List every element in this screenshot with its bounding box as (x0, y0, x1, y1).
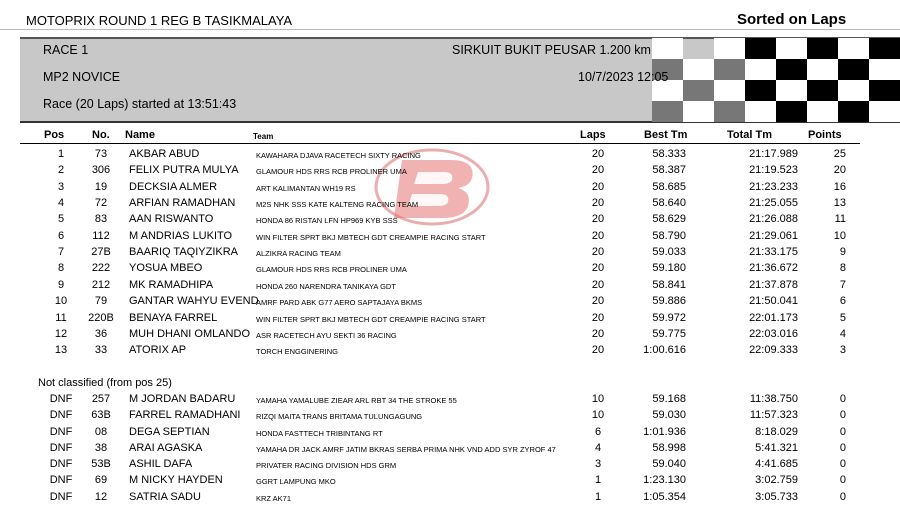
cell-pos: 3 (57, 180, 65, 193)
cell-no: 63B (91, 409, 111, 422)
cell-team: RIZQI MAITA TRANS BRITAMA TULUNGAGUNG (256, 412, 423, 422)
cell-points: 5 (839, 311, 846, 324)
cell-team: WIN FILTER SPRT BKJ MBTECH GDT CREAMPIE RACING START (256, 232, 486, 242)
circuit-name: SIRKUIT BUKIT PEUSAR 1.200 km (452, 43, 651, 57)
sort-label: Sorted on Laps (737, 11, 847, 28)
cell-best: 58.998 (652, 441, 686, 454)
table-row (0, 181, 900, 197)
event-title: MOTOPRIX ROUND 1 REG B TASIKMALAYA (26, 13, 293, 28)
cell-points: 9 (839, 246, 846, 259)
cell-name: SATRIA SADU (129, 490, 201, 503)
cell-laps: 20 (591, 197, 605, 210)
cell-best: 58.841 (652, 278, 686, 291)
table-row (0, 246, 900, 262)
cell-team: PRIVATER RACING DIVISION HDS GRM (256, 461, 397, 470)
cell-best: 1:00.616 (643, 344, 686, 357)
cell-points: 0 (839, 490, 846, 503)
cell-points: 0 (839, 474, 846, 487)
cell-total: 8:18.029 (755, 425, 798, 438)
cell-pos: 7 (57, 246, 65, 259)
cell-laps: 1 (594, 490, 602, 503)
cell-name: ASHIL DAFA (129, 458, 193, 470)
cell-pos: 12 (54, 327, 68, 340)
cell-laps: 3 (594, 458, 602, 470)
cell-best: 59.030 (652, 409, 686, 422)
cell-total: 3:02.759 (755, 474, 798, 487)
table-row (0, 474, 900, 490)
checkered-flag-icon (652, 38, 900, 122)
table-row (0, 213, 900, 229)
cell-no: 12 (94, 490, 108, 503)
cell-team: WIN FILTER SPRT BKJ MBTECH GDT CREAMPIE RACING START (256, 314, 486, 324)
cell-best: 58.640 (652, 197, 686, 210)
cell-points: 4 (839, 327, 846, 340)
cell-laps: 20 (591, 344, 605, 357)
cell-name: MUH DHANI OMLANDO (129, 327, 251, 340)
cell-total: 21:19.523 (749, 164, 798, 177)
cell-no: 33 (94, 344, 108, 357)
cell-pos: 8 (57, 262, 65, 275)
cell-pos: 6 (57, 229, 65, 242)
table-row (0, 393, 900, 409)
cell-no: 38 (94, 441, 108, 454)
table-row (0, 442, 900, 458)
cell-best: 58.790 (652, 229, 686, 242)
table-row (0, 148, 900, 164)
cell-total: 11:38.750 (749, 393, 798, 405)
table-row (0, 262, 900, 278)
table-row (0, 312, 900, 328)
cell-pos: 11 (55, 311, 67, 324)
cell-team: GLAMOUR HDS RRS RCB PROLINER UMA (256, 265, 407, 275)
table-row (0, 295, 900, 311)
cell-name: DECKSIA ALMER (129, 180, 218, 193)
cell-pos: DNF (49, 425, 73, 438)
cell-total: 21:36.672 (749, 262, 798, 275)
cell-pos: 9 (57, 278, 65, 291)
cell-pos: DNF (49, 458, 73, 470)
cell-laps: 20 (591, 295, 605, 308)
cell-name: ARAI AGASKA (129, 441, 203, 454)
cell-laps: 20 (591, 327, 605, 340)
cell-no: 27B (91, 246, 111, 259)
cell-total: 21:17.989 (749, 148, 798, 160)
cell-laps: 20 (591, 180, 605, 193)
cell-laps: 20 (591, 246, 605, 259)
cell-pos: 10 (54, 295, 68, 308)
cell-no: 306 (91, 164, 111, 177)
cell-best: 59.972 (652, 311, 686, 324)
cell-total: 21:29.061 (749, 229, 798, 242)
col-header-laps: Laps (580, 129, 606, 141)
cell-name: YOSUA MBEO (129, 262, 203, 275)
cell-points: 16 (833, 180, 846, 193)
cell-no: 08 (94, 425, 108, 438)
cell-pos: 2 (57, 164, 65, 177)
table-row (0, 426, 900, 442)
cell-points: 0 (839, 409, 846, 422)
cell-team: HONDA 86 RISTAN LFN HP969 KYB SSS (256, 216, 398, 226)
cell-best: 1:01.936 (643, 425, 686, 438)
cell-total: 11:57.323 (749, 409, 798, 422)
cell-no: 220B (88, 311, 114, 324)
table-row (0, 491, 900, 507)
cell-total: 21:50.041 (749, 295, 798, 308)
col-header-points: Points (808, 129, 842, 141)
cell-no: 73 (94, 148, 108, 160)
class-name: MP2 NOVICE (43, 70, 121, 84)
cell-total: 21:26.088 (749, 213, 798, 226)
cell-name: FARREL RAMADHANI (129, 409, 241, 422)
col-header-pos: Pos (44, 129, 65, 141)
cell-name: FELIX PUTRA MULYA (129, 164, 239, 177)
cell-points: 11 (834, 213, 846, 226)
cell-pos: 1 (57, 148, 65, 160)
cell-laps: 10 (591, 393, 605, 405)
cell-name: AKBAR ABUD (129, 148, 200, 160)
cell-total: 22:01.173 (749, 311, 798, 324)
cell-name: GANTAR WAHYU EVEND (129, 295, 259, 308)
cell-points: 3 (839, 344, 846, 357)
cell-no: 212 (91, 278, 111, 291)
race-datetime: 10/7/2023 12:05 (578, 70, 669, 84)
table-row (0, 230, 900, 246)
cell-no: 112 (92, 229, 110, 242)
cell-name: ARFIAN RAMADHAN (129, 197, 236, 210)
col-header-best: Best Tm (644, 129, 688, 141)
race-name: RACE 1 (43, 43, 89, 57)
cell-team: ART KALIMANTAN WH19 RS (256, 183, 356, 193)
col-header-name: Name (125, 129, 155, 141)
cell-name: M NICKY HAYDEN (129, 474, 223, 487)
table-row (0, 328, 900, 344)
cell-team: TORCH ENGGINERING (256, 347, 338, 357)
cell-team: ASR RACETECH AYU SEKTI 36 RACING (256, 330, 397, 340)
cell-pos: 4 (57, 197, 65, 210)
cell-team: KRZ AK71 (256, 493, 292, 503)
cell-no: 36 (94, 327, 108, 340)
cell-laps: 20 (591, 213, 605, 226)
cell-best: 59.180 (652, 262, 686, 275)
cell-best: 59.886 (652, 295, 686, 308)
cell-points: 0 (839, 393, 846, 405)
cell-laps: 20 (591, 311, 605, 324)
cell-team: GGRT LAMPUNG MKO (256, 477, 336, 487)
cell-team: YAMAHA YAMALUBE ZIEAR ARL RBT 34 THE STROKE 55 (256, 396, 457, 405)
table-row (0, 279, 900, 295)
cell-best: 1:23.130 (643, 474, 686, 487)
cell-total: 21:23.233 (749, 180, 798, 193)
cell-no: 53B (91, 458, 111, 470)
race-start: Race (20 Laps) started at 13:51:43 (43, 97, 237, 111)
col-header-no: No. (92, 129, 110, 141)
cell-best: 58.387 (652, 164, 686, 177)
cell-laps: 10 (591, 409, 605, 422)
cell-pos: 13 (54, 344, 68, 357)
cell-no: 222 (91, 262, 111, 275)
cell-points: 0 (839, 425, 846, 438)
cell-no: 83 (94, 213, 108, 226)
cell-best: 59.040 (652, 458, 686, 470)
cell-team: M2S NHK SSS KATE KALTENG RACING TEAM (256, 200, 419, 210)
cell-no: 257 (91, 393, 111, 405)
cell-no: 19 (94, 180, 108, 193)
cell-laps: 1 (594, 474, 602, 487)
cell-points: 6 (839, 295, 846, 308)
cell-team: ALZIKRA RACING TEAM (256, 249, 341, 259)
cell-team: KAWAHARA DJAVA RACETECH SIXTY RACING (256, 151, 421, 160)
cell-best: 1:05.354 (643, 490, 686, 503)
cell-total: 21:25.055 (749, 197, 798, 210)
cell-points: 8 (839, 262, 846, 275)
cell-team: YAMAHA DR JACK AMRF JATIM BKRAS SERBA PRIMA NHK VND ADD SYR ZYROF 47 (256, 444, 556, 454)
cell-laps: 4 (594, 441, 602, 454)
cell-name: ATORIX AP (129, 344, 187, 357)
cell-points: 10 (833, 229, 846, 242)
cell-laps: 6 (594, 425, 602, 438)
cell-laps: 20 (591, 148, 605, 160)
cell-points: 25 (833, 148, 846, 160)
cell-total: 22:03.016 (749, 327, 798, 340)
cell-best: 59.775 (652, 327, 686, 340)
cell-team: AMRF PARD ABK G77 AERO SAPTAJAYA BKMS (256, 298, 423, 308)
cell-total: 4:41.685 (755, 458, 798, 470)
col-header-team: Team (253, 132, 274, 141)
cell-points: 0 (839, 441, 846, 454)
divider (20, 143, 860, 144)
cell-best: 58.629 (652, 213, 686, 226)
cell-total: 21:37.878 (749, 278, 798, 291)
cell-name: DEGA SEPTIAN (129, 425, 210, 438)
cell-pos: DNF (49, 393, 73, 405)
cell-team: GLAMOUR HDS RRS RCB PROLINER UMA (256, 167, 407, 177)
cell-no: 72 (94, 197, 108, 210)
table-row (0, 197, 900, 213)
cell-pos: DNF (49, 409, 73, 422)
table-row (0, 409, 900, 425)
cell-name: BAARIQ TAQIYZIKRA (129, 246, 239, 259)
cell-pos: DNF (49, 441, 73, 454)
col-header-total: Total Tm (727, 129, 773, 141)
cell-name: M JORDAN BADARU (129, 393, 236, 405)
cell-best: 58.685 (652, 180, 686, 193)
cell-name: M ANDRIAS LUKITO (129, 229, 233, 242)
table-row (0, 164, 900, 180)
cell-points: 7 (839, 278, 846, 291)
cell-laps: 20 (591, 262, 605, 275)
cell-best: 58.333 (652, 148, 686, 160)
cell-total: 22:09.333 (749, 344, 798, 357)
cell-laps: 20 (591, 229, 605, 242)
cell-total: 21:33.175 (749, 246, 798, 259)
cell-points: 0 (839, 458, 846, 470)
cell-points: 20 (833, 164, 846, 177)
divider (0, 29, 900, 30)
cell-team: HONDA 260 NARENDRA TANIKAYA GDT (256, 281, 396, 291)
table-row (0, 344, 900, 360)
cell-pos: 5 (57, 213, 65, 226)
cell-name: BENAYA FARREL (129, 311, 218, 324)
cell-laps: 20 (591, 278, 605, 291)
cell-no: 79 (94, 295, 108, 308)
cell-laps: 20 (591, 164, 605, 177)
cell-name: MK RAMADHIPA (129, 278, 214, 291)
cell-no: 69 (94, 474, 108, 487)
cell-total: 5:41.321 (755, 441, 798, 454)
cell-best: 59.168 (652, 393, 686, 405)
cell-total: 3:05.733 (755, 490, 798, 503)
cell-points: 13 (833, 197, 846, 210)
cell-pos: DNF (49, 474, 73, 487)
cell-best: 59.033 (652, 246, 686, 259)
cell-name: AAN RISWANTO (129, 213, 214, 226)
table-row (0, 458, 900, 474)
not-classified-label: Not classified (from pos 25) (38, 377, 172, 389)
cell-pos: DNF (49, 490, 73, 503)
cell-team: HONDA FASTTECH TRIBINTANG RT (256, 428, 383, 438)
